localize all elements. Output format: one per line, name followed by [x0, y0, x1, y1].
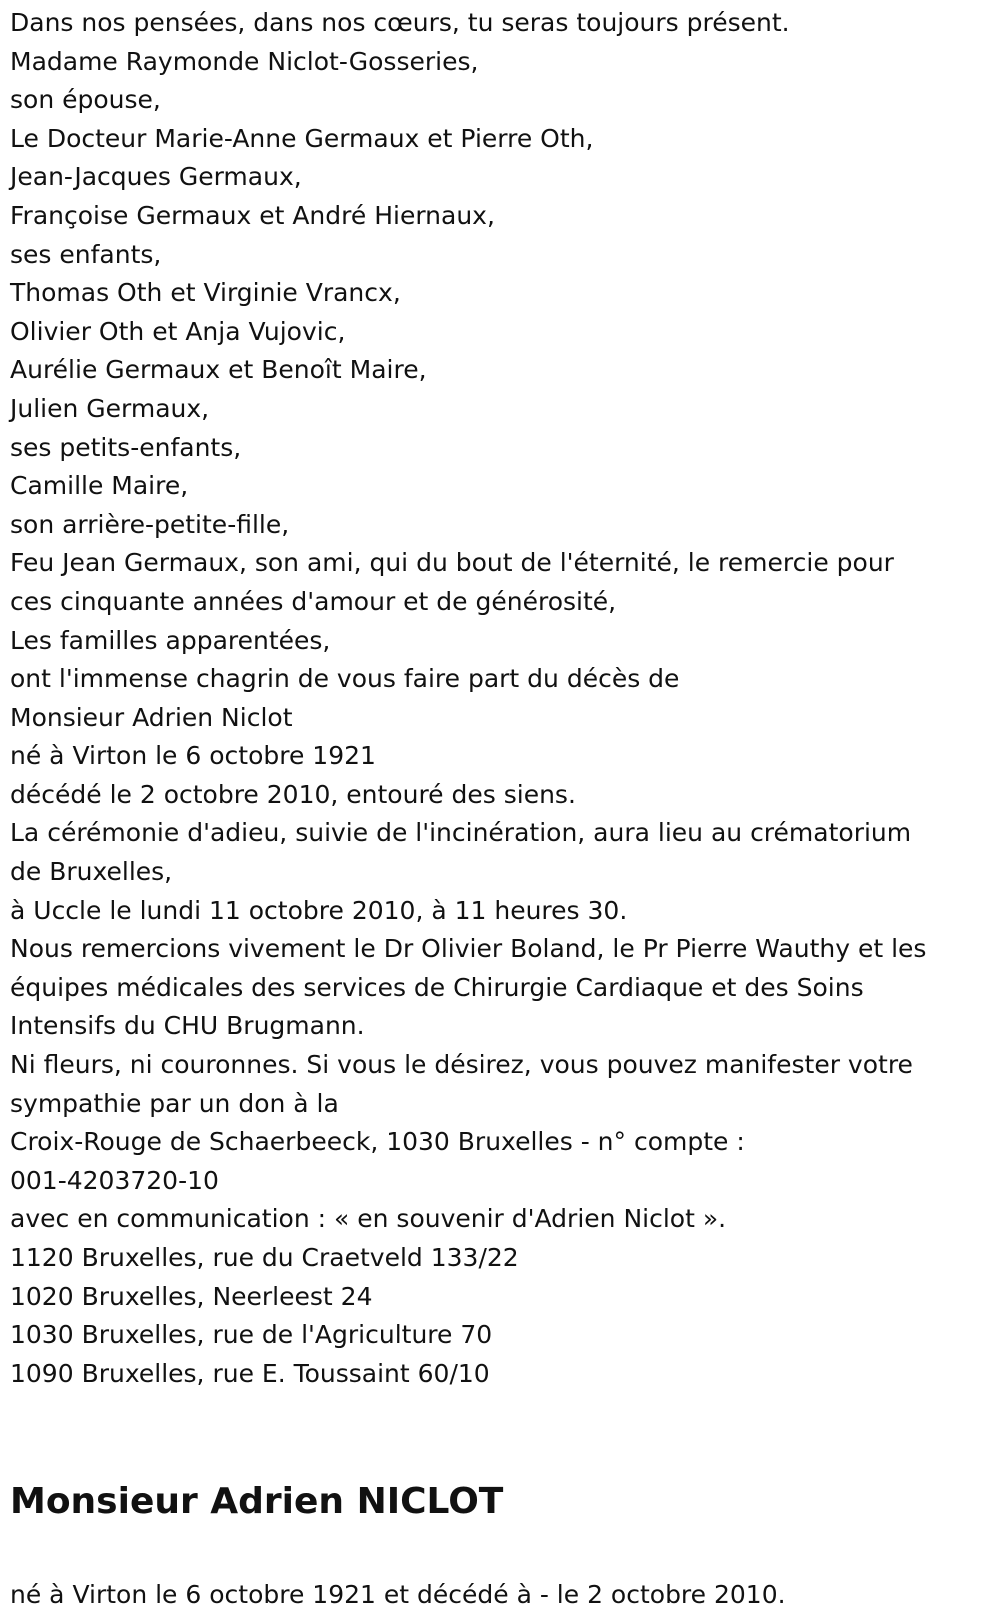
notice-line: Dans nos pensées, dans nos cœurs, tu seras toujours présent. — [10, 8, 790, 37]
notice-line: Ni fleurs, ni couronnes. Si vous le désirez, vous pouvez manifester votre — [10, 1050, 913, 1080]
notice-line: 001-4203720-10 — [10, 1165, 219, 1195]
notice-line: avec en communication : « en souvenir d'Adrien Niclot ». — [10, 1204, 727, 1234]
notice-line: sympathie par un don à la — [10, 1088, 339, 1118]
notice-line: équipes médicales des services de Chirurgie Cardiaque et des Soins — [10, 972, 864, 1002]
notice-line: ont l'immense chagrin de vous faire part du décès de — [10, 664, 680, 694]
notice-line: Madame Raymonde Niclot-Gosseries, — [10, 46, 479, 76]
notice-line: décédé le 2 octobre 2010, entouré des siens. — [10, 779, 576, 809]
notice-line: ses petits-enfants, — [10, 432, 242, 462]
notice-line: Olivier Oth et Anja Vujovic, — [10, 316, 346, 346]
notice-line: 1120 Bruxelles, rue du Craetveld 133/22 — [10, 1243, 519, 1272]
notice-line: Intensifs du CHU Brugmann. — [10, 1011, 365, 1041]
notice-line: Jean-Jacques Germaux, — [10, 162, 302, 192]
notice-line: 1020 Bruxelles, Neerleest 24 — [10, 1281, 373, 1311]
notice-line: né à Virton le 6 octobre 1921 — [10, 741, 376, 771]
notice-line: Monsieur Adrien Niclot — [10, 702, 293, 732]
obituary-notice — [10, 4, 990, 1393]
notice-line: Thomas Oth et Virginie Vrancx, — [10, 278, 401, 308]
deceased-heading: Monsieur Adrien NICLOT — [10, 1481, 504, 1522]
notice-line: Croix-Rouge de Schaerbeeck, 1030 Bruxelles - n° compte : — [10, 1127, 745, 1157]
notice-line: Julien Germaux, — [10, 393, 210, 423]
notice-line: La cérémonie d'adieu, suivie de l'incinération, aura lieu au crématorium — [10, 818, 912, 848]
notice-line: Camille Maire, — [10, 471, 189, 501]
notice-line: Nous remercions vivement le Dr Olivier Boland, le Pr Pierre Wauthy et les — [10, 934, 927, 964]
notice-line: ces cinquante années d'amour et de générosité, — [10, 586, 617, 616]
notice-line: Les familles apparentées, — [10, 625, 331, 655]
notice-line: 1030 Bruxelles, rue de l'Agriculture 70 — [10, 1320, 493, 1350]
notice-line: Françoise Germaux et André Hiernaux, — [10, 200, 495, 230]
notice-line: son épouse, — [10, 85, 161, 115]
notice-line: de Bruxelles, — [10, 857, 173, 887]
notice-line: Le Docteur Marie-Anne Germaux et Pierre Oth, — [10, 123, 594, 153]
birth-death-summary: né à Virton le 6 octobre 1921 et décédé à - le 2 octobre 2010. — [10, 1580, 786, 1609]
notice-line: à Uccle le lundi 11 octobre 2010, à 11 heures 30. — [10, 895, 628, 925]
notice-line: ses enfants, — [10, 239, 162, 269]
notice-line: Feu Jean Germaux, son ami, qui du bout de l'éternité, le remercie pour — [10, 548, 894, 578]
notice-line: 1090 Bruxelles, rue E. Toussaint 60/10 — [10, 1358, 490, 1388]
notice-line: Aurélie Germaux et Benoît Maire, — [10, 355, 427, 385]
notice-line: son arrière-petite-fille, — [10, 509, 290, 539]
